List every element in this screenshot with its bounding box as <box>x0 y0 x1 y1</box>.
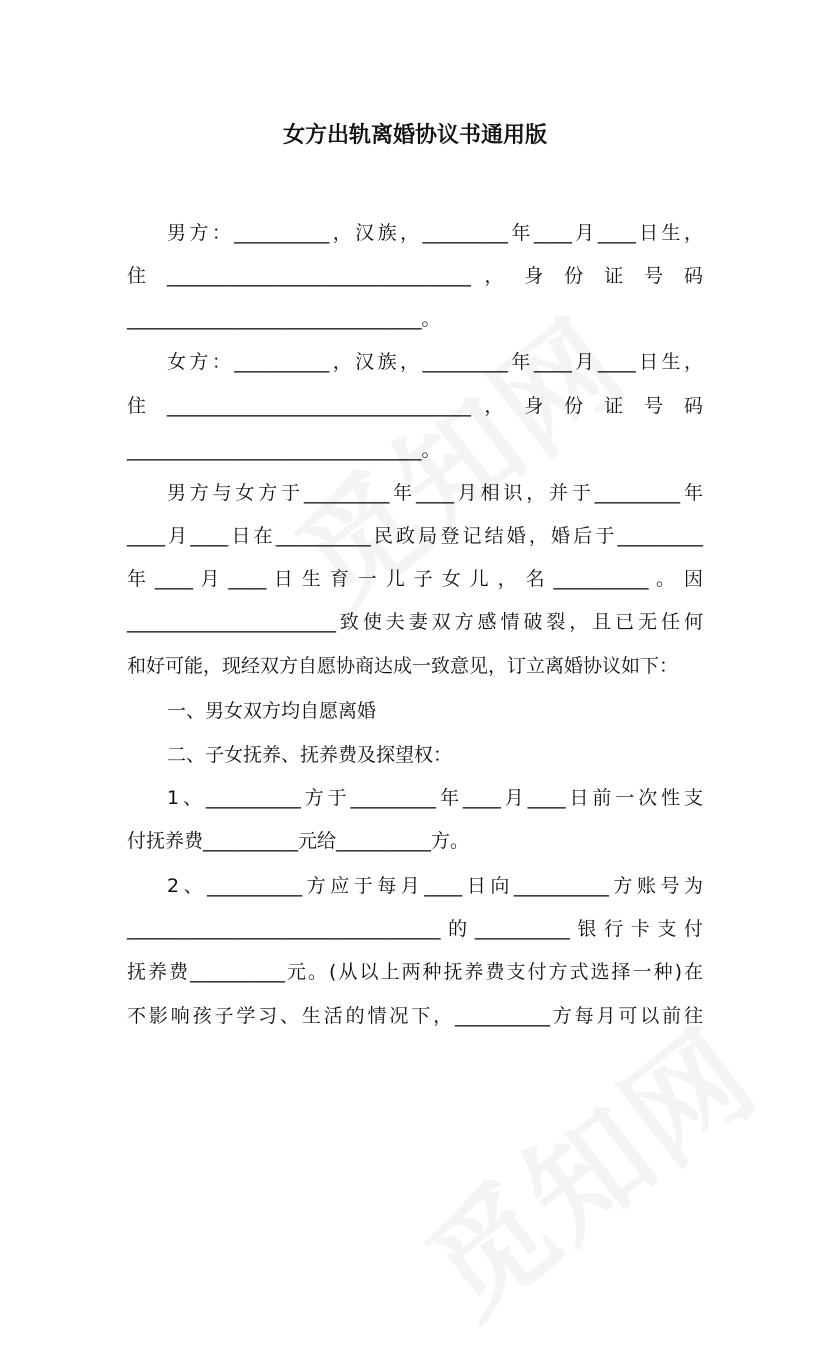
paragraph-line: 男方与女方于_________年____月相识，并于_________年 <box>167 482 703 504</box>
paragraph-line: 付抚养费__________元给__________方。 <box>127 830 470 852</box>
paragraph-line: _______________________________。 <box>127 439 441 461</box>
paragraph-line: 和好可能，现经双方自愿协商达成一致意见，订立离婚协议如下： <box>127 655 679 677</box>
paragraph-line: 男方：__________，汉族，_________年____月____日生， <box>167 222 703 244</box>
paragraph-line: 1、__________方于_________年____月____日前一次性支 <box>167 787 703 809</box>
paragraph-line: _______________________________。 <box>127 308 441 330</box>
watermark <box>386 984 785 1348</box>
paragraph-line: 2、__________方应于每月____日向__________方账号为 <box>167 875 703 897</box>
paragraph-line: ______________________致使夫妻双方感情破裂，且已无任何 <box>127 611 703 633</box>
section-heading: 二、子女抚养、抚养费及探望权： <box>167 744 453 766</box>
paragraph-line: _________________________________的__________银行卡支付 <box>127 918 703 940</box>
paragraph-line: 女方：__________，汉族，_________年____月____日生， <box>167 351 703 373</box>
document-title: 女方出轨离婚协议书通用版 <box>282 123 547 148</box>
paragraph-line: 住 ________________________________ ， 身 份 证 号 码 <box>127 395 703 417</box>
paragraph-line: 不影响孩子学习、生活的情况下，__________方每月可以前往 <box>127 1005 703 1027</box>
section-heading: 一、男女双方均自愿离婚 <box>167 700 377 722</box>
paragraph-line: 年 ____ 月 ____ 日 生 育 一 儿 子 女 儿 ， 名 __________ 。 因 <box>127 568 703 590</box>
paragraph-line: 抚养费__________元。(从以上两种抚养费支付方式选择一种)在 <box>127 961 703 983</box>
paragraph-line: ____月____日在__________民政局登记结婚，婚后于_________ <box>127 525 703 547</box>
paragraph-line: 住 ________________________________ ， 身 份 证 号 码 <box>127 265 703 287</box>
